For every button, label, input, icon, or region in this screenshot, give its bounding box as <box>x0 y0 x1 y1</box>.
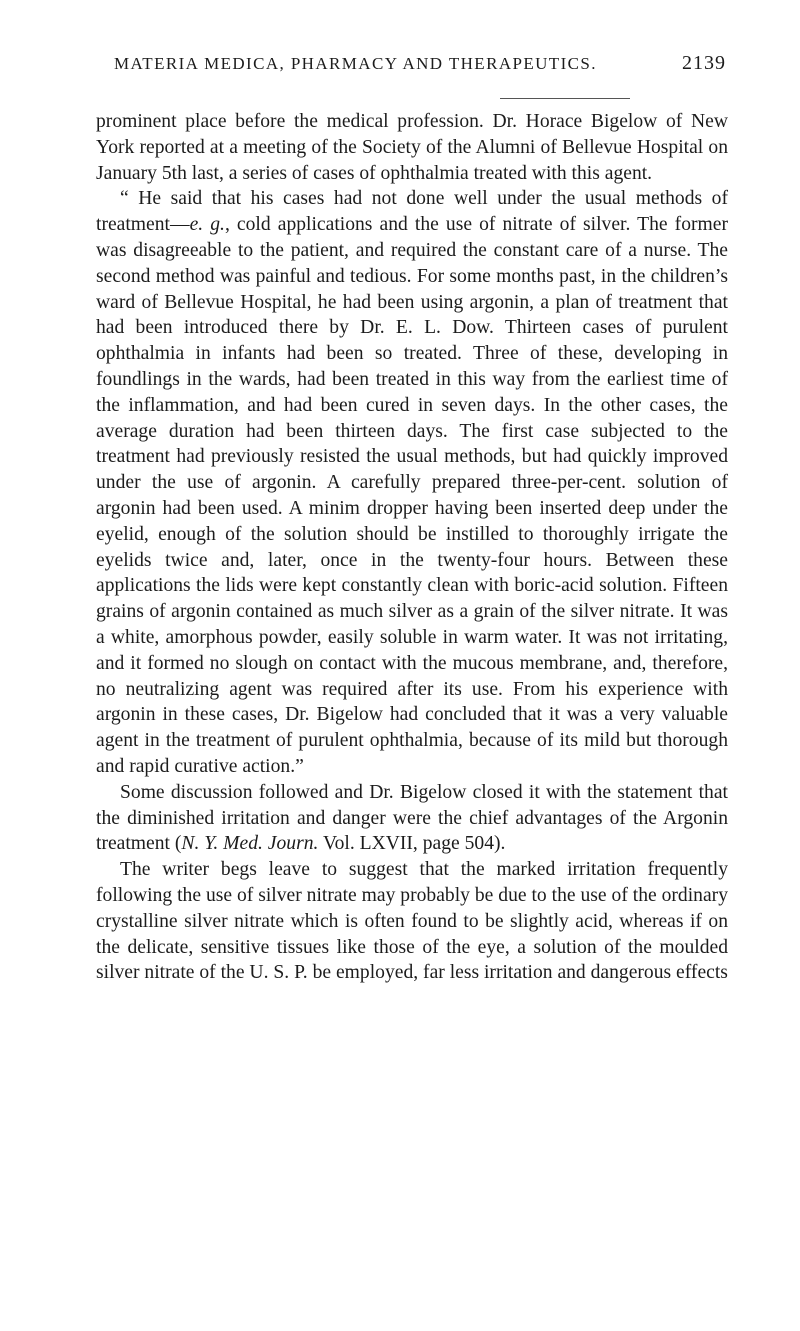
paragraph-text: Some discussion followed and Dr. Bigelow closed it with the statement that the diminished irritation and danger were the chief advantages of the Argonin treatment ( <box>96 781 728 855</box>
running-head-title: MATERIA MEDICA, PHARMACY AND THERAPEUTICS. <box>114 54 597 73</box>
running-head <box>96 46 726 80</box>
paragraph-1 <box>96 109 728 186</box>
paragraph-text: Vol. LXVII, page 504). <box>318 833 506 855</box>
journal-citation: N. Y. Med. Journ. <box>181 833 319 855</box>
body-text <box>96 109 728 986</box>
paragraph-2-quotation <box>96 186 728 779</box>
paragraph-text: prominent place before the medical profession. Dr. Horace Bigelow of New York reported at a meeting of the Society of the Alumni of Bellevue Hospital on January 5th last, a series of cases of ophthalmia treated with this agent. <box>96 111 728 184</box>
italic-abbreviation: e. g. <box>189 214 225 236</box>
paragraph-text: “ He said that his cases had not done well under the usual methods of treatment— <box>96 188 728 236</box>
paragraph-3 <box>96 780 728 857</box>
header-rule <box>500 98 630 99</box>
paragraph-text: , cold applications and the use of nitrate of silver. The former was disagreeable to the patient, and required the constant care of a nurse. The second method was painful and tedious. For some months past, in the children’s ward of Bellevue Hospital, he had been using argonin, a plan of treatment that had been introduced there by Dr. E. L. Dow. Thirteen cases of purulent ophthalmia in infants had been so treated. Three of these, developing in foundlings in the wards, had been treated in this way from the earliest time of the inflammation, and had been cured in seven days. In the other cases, the average duration had been thirteen days. The first case subjected to the treatment had previously resisted the usual methods, but had quickly improved under the use of argonin. A carefully prepared three-per-cent. solution of argonin had been used. A minim dropper having been inserted deep under the eyelid, enough of the solution should be instilled to thoroughly irrigate the eyelids twice and, later, once in the twenty-four hours. Between these applications the lids were kept constantly clean with boric-acid solution. Fifteen grains of argonin contained as much silver as a grain of the silver nitrate. It was a white, amorphous powder, easily soluble in warm water. It was not irritating, and it formed no slough on contact with the mucous membrane, and, therefore, no neutralizing agent was required after its use. From his experience with argonin in these cases, Dr. Bigelow had concluded that it was a very valuable agent in the treatment of purulent ophthalmia, because of its mild but thorough and rapid curative action.” <box>96 214 728 777</box>
paragraph-text: The writer begs leave to suggest that the marked irritation frequently following the use of silver nitrate may probably be due to the use of the ordinary crystalline silver nitrate which is often found to be slightly acid, whereas if on the delicate, sensitive tissues like those of the eye, a solution of the moulded silver nitrate of the U. S. P. be employed, far less irritation and dangerous effects <box>96 859 728 984</box>
paragraph-4 <box>96 857 728 986</box>
page-number: 2139 <box>682 52 726 74</box>
